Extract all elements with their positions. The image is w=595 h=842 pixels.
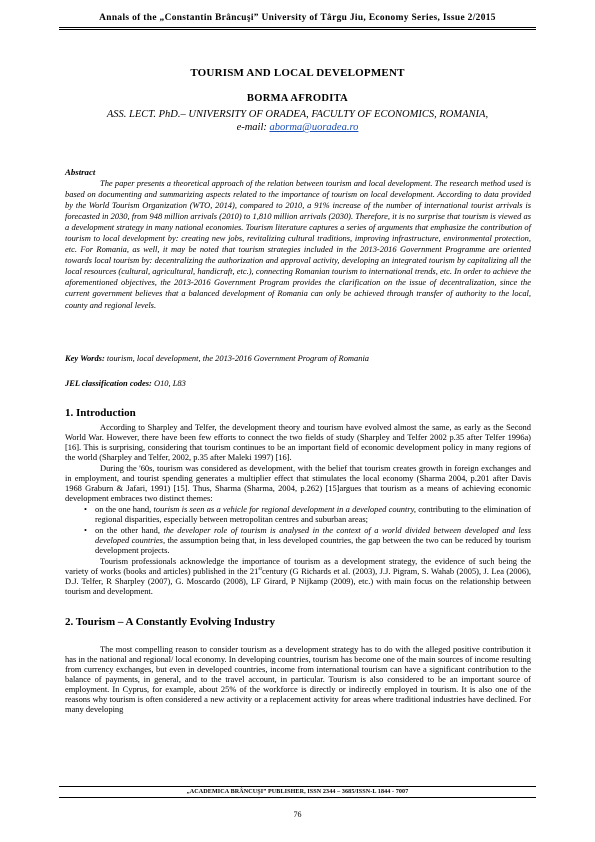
bullet-1-post: contributing to the elimination of regional disparities, especially between metropolitan centres and suburban areas;: [95, 504, 531, 525]
section-1-heading: 1. Introduction: [65, 407, 136, 419]
section-1-paragraph-3: [65, 556, 531, 596]
keywords-text: tourism, local development, the 2013-2016 Government Program of Romania: [106, 353, 370, 363]
section-1-paragraph-1: According to Sharpley and Telfer, the development theory and tourism have evolved almost the same, as early as the Second World War. However, there have been few efforts to connect the two fields of study (Sharpley and Telfer 2002 p.35 after Telfer 1996a) [16]. This is surprising, considering that tourism continues to be an important field of economic development policy in many regions of the world (Sharpley and Telfer, 2002, p.35 after Maleki 1997) [16].: [65, 422, 531, 463]
author-name: BORMA AFRODITA: [246, 93, 349, 104]
article-title: TOURISM AND LOCAL DEVELOPMENT: [190, 67, 405, 79]
publisher-footer: „ACADEMICA BRÂNCUŞI” PUBLISHER, ISSN 2344 – 3685/ISSN-L 1844 - 7007: [186, 789, 409, 795]
abstract-text: The paper presents a theoretical approach of the relation between tourism and local development. The research method used is based on documenting and summarizing aspects related to the importance of tourism on local development. According to data provided by the World Tourism Organization (WTO, 2014), compared to 2010, a 91% increase of the number of international tourist arrivals is forecasted in 2030, from 948 million arrivals (2010) to 1,810 million arrivals (2030). Therefore, it is no surprise that tourism is viewed as a development strategy in many national economies. Tourism literature captures a series of arguments that emphasize the contribution of tourism to local development by: creating new jobs, revitalizing cultural traditions, improving infrastructure, environmental protection, etc. For Romania, as well, it may be noted that tourism strategies included in the 2013-2016 Government Programme are oriented towards local tourism by: decentralizing the authorization and approval activity, developing an integrated tourism by capitalizing all the local resources (cultural, agricultural, handicraft, etc.), connecting Romanian tourism to international trends, etc. In order to achieve the aforementioned objectives, the 2013-2016 Government Program provides the clarification on the issue of decentralization, since the current government believes that a balanced development of Romania can only be achieved through transfer of authority to the local, county and regional levels.: [65, 178, 531, 310]
abstract-heading: Abstract: [65, 167, 96, 177]
bullet-1-emphasis: tourism is seen as a vehicle for regional development in a developed country,: [153, 504, 417, 514]
jel-line: [65, 378, 531, 388]
email-label: e-mail:: [236, 122, 267, 133]
affiliation: ASS. LECT. PhD.– UNIVERSITY OF ORADEA, FACULTY OF ECONOMICS, ROMANIA,: [106, 109, 489, 120]
section-1-paragraph-2: During the '60s, tourism was considered as development, with the belief that tourism creates growth in foreign exchanges and in employment, and tourist spending generates a multiplier effect that stimulates the local economy (Sharma 2004, p.201 after Davis 1968 Graburn & Jafari, 1991) [15]. Thus, Sharma (Sharma, 2004, p.262) [15]argues that tourism as a means of achieving economic development embraces two distinct themes:: [65, 463, 531, 504]
section-2-heading: 2. Tourism – A Constantly Evolving Industry: [65, 616, 275, 628]
jel-codes: O10, L83: [153, 378, 186, 388]
header-rule-thin: [59, 29, 536, 30]
keywords-line: [65, 353, 531, 363]
affiliation-block: [59, 108, 536, 134]
header-rule: [59, 27, 536, 28]
footer-rule: [59, 786, 536, 787]
section-2-paragraph-1: The most compelling reason to consider tourism as a development strategy has to do with the alleged positive contribution it has in the national and regional/ local economy. In developing countries, tourism has become one of the main sources of income resulting from currency exchanges, but even in developed countries, income from international tourism can have a significant contribution to the balance of payments, in general, and to the travel account, in particular. Tourism is also considered to be an important source of employment. In Cyprus, for example, about 25% of the workforce is directly or indirectly employed in tourism. It is also one of the reasons why tourism is often considered a new activity or a replacement activity for areas where traditional industries have declined. For many developing: [65, 644, 531, 715]
bullet-icon: •: [84, 504, 87, 514]
bullet-2-pre: on the other hand,: [95, 525, 164, 535]
bullet-icon: •: [84, 525, 87, 535]
jel-label: JEL classification codes:: [65, 378, 152, 388]
bullet-item-1: [84, 504, 531, 525]
journal-header: Annals of the „Constantin Brâncuşi” University of Târgu Jiu, Economy Series, Issue 2/2015: [99, 13, 496, 23]
paragraph-3-pre: Tourism professionals acknowledge the importance of tourism as a development strategy, the evidence of such being the variety of works (books and articles) published in the 21: [65, 556, 531, 577]
page-number: 76: [293, 810, 302, 819]
email-link[interactable]: aborma@uoradea.ro: [269, 122, 359, 133]
ordinal-suffix: st: [258, 566, 263, 573]
bullet-2-post: the assumption being that, in less developed countries, the gap between the two can be reduced by tourism development projects.: [95, 535, 531, 556]
email-line: [59, 121, 536, 134]
bullet-2-emphasis: the developer role of tourism is analysed in the context of a world divided between developed and less developed countries,: [95, 525, 531, 546]
footer-rule-bottom: [59, 797, 536, 798]
paragraph-3-post: century (G Richards et al. (2003), J.J. Pigram, S. Wahab (2005), J. Lea (2006), D.J. Telfer, R Sharpley (2007), G. Moscardo (2008), LF Girard, P Nijkamp (2009), etc.) with main focus on the relationship between tourism and development.: [65, 566, 531, 597]
bullet-1-pre: on the one hand,: [95, 504, 154, 514]
keywords-label: Key Words:: [65, 353, 105, 363]
bullet-item-2: [84, 525, 531, 556]
